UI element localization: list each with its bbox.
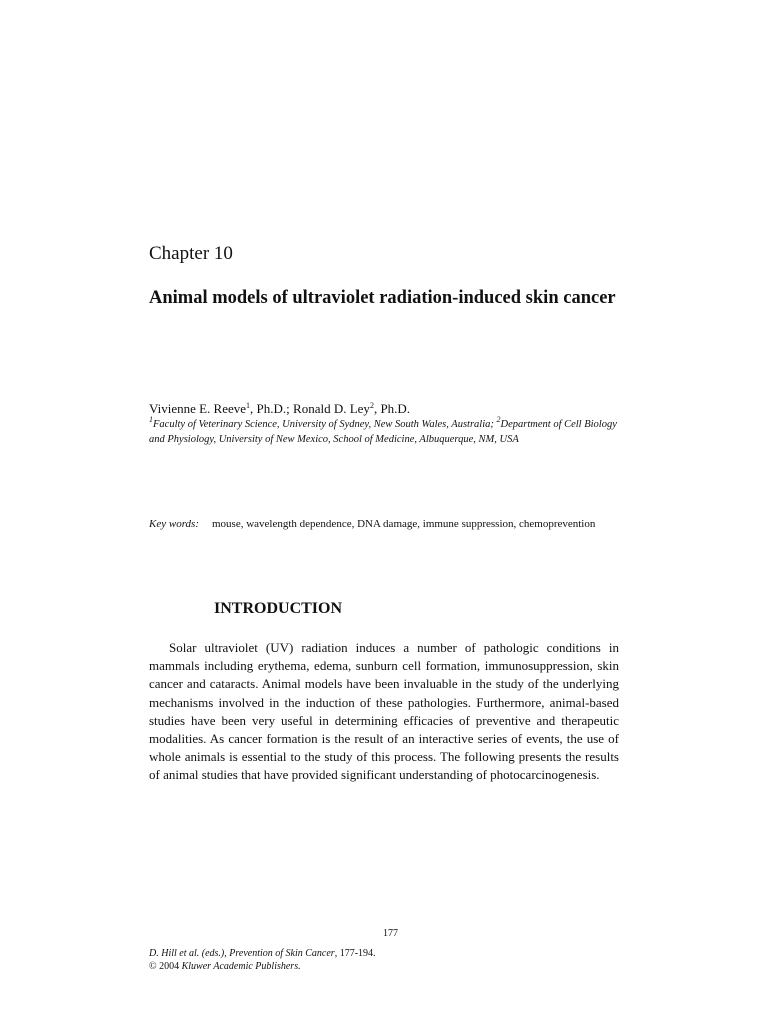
keywords-label: Key words:: [149, 518, 200, 530]
chapter-title: Animal models of ultraviolet radiation-induced skin cancer: [149, 288, 616, 308]
copyright-line: [149, 960, 376, 973]
chapter-label: Chapter 10: [149, 243, 233, 264]
author-1-affiliation-mark: 1: [246, 401, 251, 410]
author-1-name: Vivienne E. Reeve: [149, 401, 247, 416]
citation-pages: , 177-194.: [334, 948, 376, 959]
author-2-affiliation-mark: 2: [369, 401, 374, 410]
intro-paragraph: Solar ultraviolet (UV) radiation induces a number of pathologic conditions in mammals including erythema, edema, sunburn cell formation, immunosuppression, skin cancer and cataracts. Animal models have been invaluable in the study of the underlying mechanisms involved in the induction of these pathologies. Furthermore, animal-based studies have been very useful in determining efficacies of preventive and therapeutic modalities. As cancer formation is the result of an interactive series of events, the use of whole animals is essential to the study of this process. The following presents the results of animal studies that have provided significant understanding of photocarcinogenesis.: [149, 640, 619, 783]
affiliation-2-text: Department of Cell Biology and Physiology, University of New Mexico, School of Medicine, Albuquerque, NM, USA: [149, 419, 617, 445]
citation-footer: [149, 947, 376, 973]
citation-book-title: Prevention of Skin Cancer: [229, 948, 335, 959]
citation-line: [149, 947, 376, 960]
copyright-year: © 2004: [149, 961, 182, 972]
author-1-degree: , Ph.D.;: [250, 401, 294, 416]
affiliation-1-text: Faculty of Veterinary Science, University of Sydney, New South Wales, Australia;: [153, 419, 497, 430]
keywords-list: mouse, wavelength dependence, DNA damage, immune suppression, chemoprevention: [212, 518, 596, 530]
author-line: [149, 401, 410, 417]
keywords-block: [149, 517, 629, 532]
citation-editors: D. Hill et al. (eds.),: [149, 948, 230, 959]
affiliations: [149, 417, 629, 447]
affiliation-2-mark: 2: [496, 415, 501, 424]
affiliation-1-mark: 1: [149, 415, 153, 424]
page-number: 177: [383, 928, 398, 939]
author-2-degree: , Ph.D.: [373, 401, 411, 416]
publisher-name: Kluwer Academic Publishers.: [181, 961, 301, 972]
author-2-name: Ronald D. Ley: [293, 401, 370, 416]
section-heading: INTRODUCTION: [214, 600, 343, 617]
